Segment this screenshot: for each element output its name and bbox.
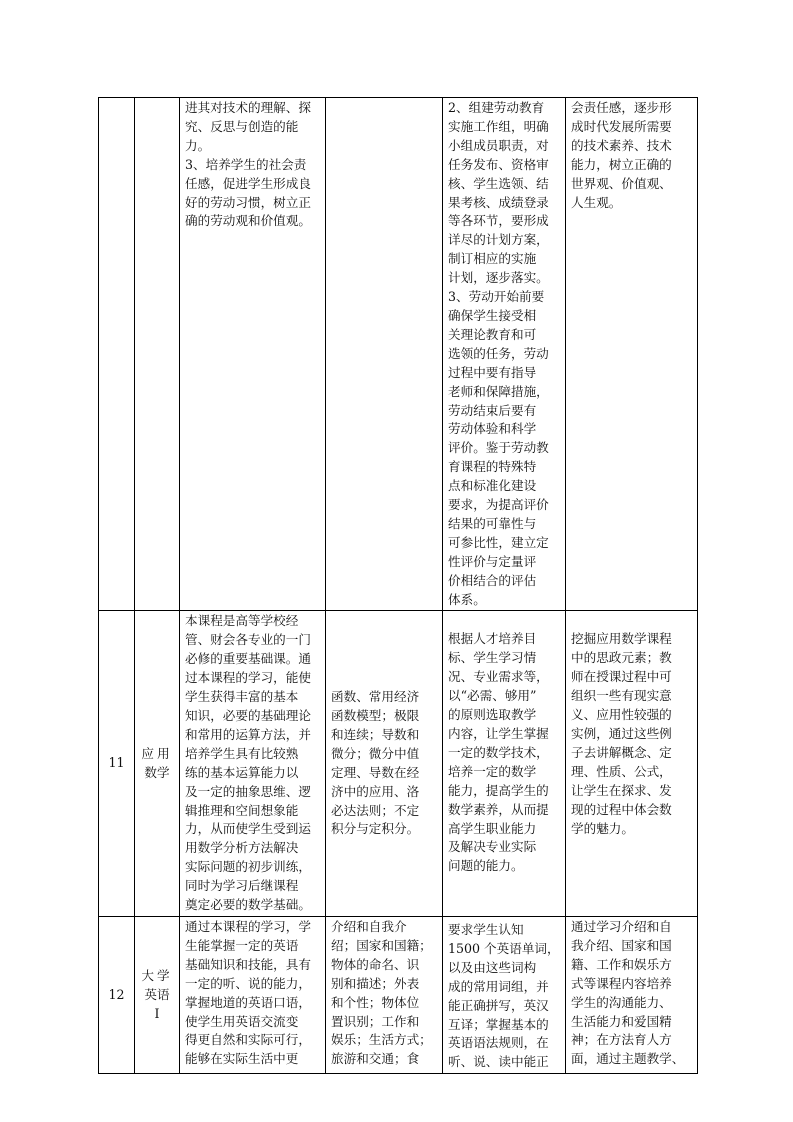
course-name-line: 数学 [144, 764, 170, 780]
requirement-cell [443, 916, 566, 1073]
course-number: 11 [108, 755, 125, 771]
content-cell [326, 611, 443, 917]
course-content: 函数、常用经济 函数模型；极限 和连续；导数和 微分；微分中值 定理、导数在经 济中的应用、洛 必达法则；不定 积分与定积分。 [331, 689, 420, 837]
course-number-cell [99, 916, 135, 1073]
teaching-requirement: 2、组建劳动教育 实施工作组，明确 小组成员职责，对 任务发布、资格审 核、学生选领、结 果考核、成绩登录 等各环节，要形成 详尽的计划方案， 制订相应的实施 计划，逐步落实。 3、劳动开始前要 确保学生接受相 关理论教育和可 选领的任务，劳动 过程中要有指导 老师和保障措施， 劳动结束后要有 劳动体验和科学 评价。鉴于劳动教 育课程的特殊特 点和标准化建设 要求，为提高评价 结果的可靠性与 可参比性，建立定 性评价与定量评 价相结合的评估 体系。 [448, 100, 549, 607]
course-name-line: 应用 [141, 745, 173, 761]
objective-cell [180, 611, 326, 917]
table-row [99, 916, 698, 1073]
content-cell [326, 98, 443, 611]
ideology-cell [566, 916, 698, 1073]
table-row [99, 611, 698, 917]
course-name-line: 大学 [141, 967, 173, 983]
course-number: 12 [108, 986, 125, 1002]
teaching-requirement: 要求学生认知 1500 个英语单词， 以及由这些词构 成的常用词组，并 能正确拼写，英汉 互译；掌握基本的 英语语法规则，在 听、说、读中能正 [448, 921, 560, 1070]
requirement-cell [443, 98, 566, 611]
objective-cell [180, 98, 326, 611]
course-name-cell [135, 611, 180, 917]
course-objective: 进其对技术的理解、探 究、反思与创造的能 力。 3、培养学生的社会责 任感，促进学生形成良 好的劳动习惯，树立正 确的劳动观和价值观。 [185, 100, 311, 229]
course-table [98, 97, 698, 1074]
ideology-element: 会责任感，逐步形 成时代发展所需要 的技术素养、技术 能力，树立正确的 世界观、价值观、 人生观。 [571, 100, 672, 210]
ideology-element: 挖掘应用数学课程 中的思政元素；教 师在授课过程中可 组织一些有现实意 义、应用性较强的 实例，通过这些例 子去讲解概念、定 理、性质、公式， 让学生在探求、发 现的过程中体会数 学的魅力。 [571, 631, 672, 836]
course-name-line: Ⅰ [154, 1005, 160, 1021]
content-cell [326, 916, 443, 1073]
teaching-requirement: 根据人才培养目 标、学生学习情 况、专业需求等， 以“必需、够用” 的原则选取教学 内容，让学生掌握 一定的数学技术， 培养一定的数学 能力，提高学生的 数学素养，从而提 高学生职业能力 及解决专业实际 问题的能力。 [448, 631, 549, 874]
table-row [99, 98, 698, 611]
course-name-cell [135, 916, 180, 1073]
requirement-cell [443, 611, 566, 917]
course-name-line: 英语 [144, 986, 170, 1002]
ideology-cell [566, 611, 698, 917]
course-number-cell [99, 98, 135, 611]
ideology-element: 通过学习介绍和自 我介绍、国家和国 籍、工作和娱乐方 式等课程内容培养 学生的沟通能力、 生活能力和爱国精 神；在方法育人方 面，通过主题教学、 [571, 918, 685, 1067]
course-objective: 通过本课程的学习，学 生能掌握一定的英语 基础知识和技能，具有 一定的听、说的能力， 掌握地道的英语口语， 使学生用英语交流变 得更自然和实际可行， 能够在实际生活中更 [185, 918, 311, 1067]
course-objective: 本课程是高等学校经 管、财会各专业的一门 必修的重要基础课。通 过本课程的学习，能使 学生获得丰富的基本 知识，必要的基础理论 和常用的运算方法，并 培养学生具有比较熟 练的基本运算能力以 及一定的抽象思维、逻 辑推理和空间想象能 力，从而使学生受到运 用数学分析方法解决 实际问题的初步训练， 同时为学习后继课程 奠定必要的数学基础。 [185, 613, 311, 913]
course-content: 介绍和自我介 绍；国家和国籍； 物体的命名、识 别和描述；外表 和个性；物体位 置识别；工作和 娱乐；生活方式； 旅游和交通；食 [331, 918, 432, 1067]
course-name-cell [135, 98, 180, 611]
course-number-cell [99, 611, 135, 917]
ideology-cell [566, 98, 698, 611]
objective-cell [180, 916, 326, 1073]
